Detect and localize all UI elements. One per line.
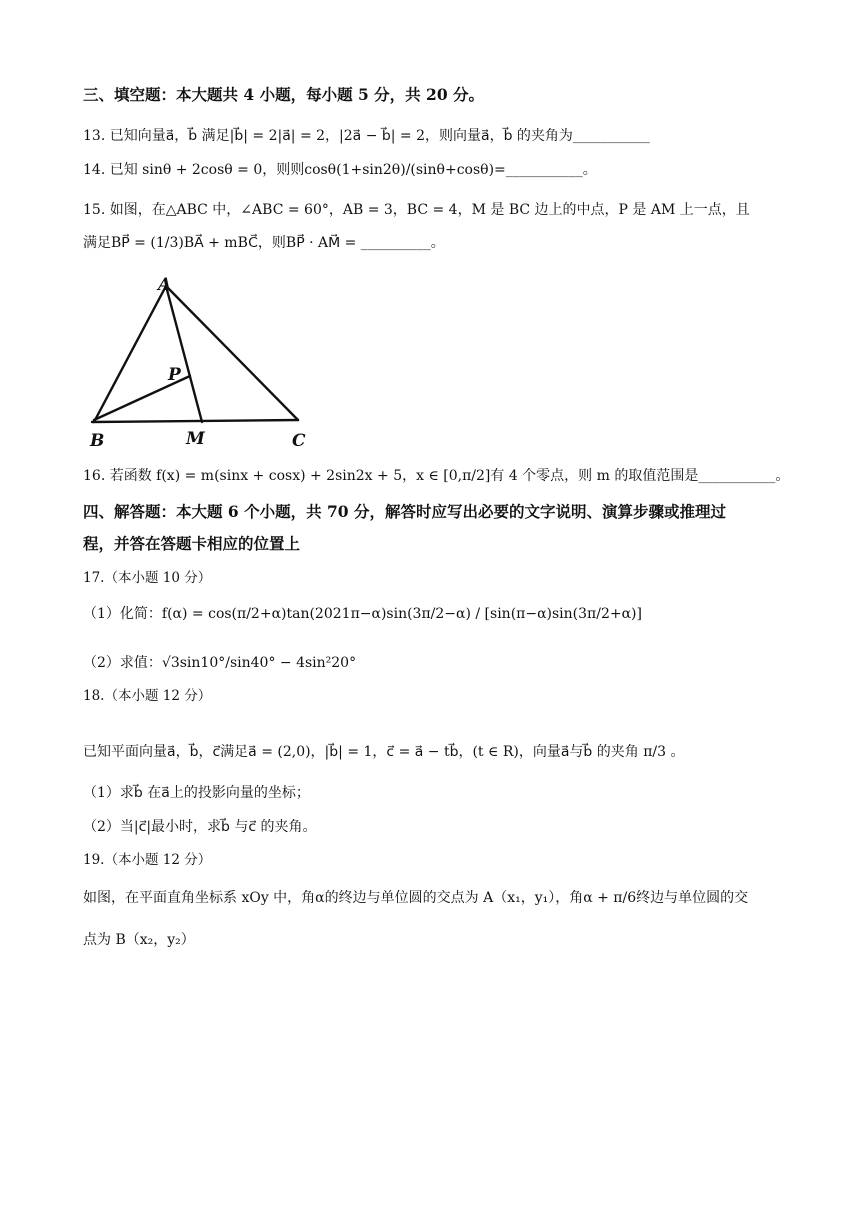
label-P: P — [168, 365, 181, 385]
segment-AC — [166, 286, 298, 420]
question-19-line1: 如图，在平面直角坐标系 xOy 中，角α的终边与单位圆的交点为 A（x₁，y₁），角α + π/6终边与单位圆的交 — [83, 890, 749, 906]
question-16: 16. 若函数 f(x) = m(sinx + cosx) + 2sin2x + 5，x ∈ [0,π/2]有 4 个零点，则 m 的取值范围是___________。 — [83, 468, 790, 484]
label-A: A — [158, 276, 172, 295]
question-15-line1: 15. 如图，在△ABC 中，∠ABC = 60°，AB = 3，BC = 4，M 是 BC 边上的中点，P 是 AM 上一点，且 — [83, 202, 750, 218]
question-14: 14. 已知 sinθ + 2cosθ = 0，则则cosθ(1+sin2θ)/(sinθ+cosθ)=___________。 — [83, 162, 597, 178]
fill-blank-section-heading: 三、填空题：本大题共 4 小题，每小题 5 分，共 20 分。 — [83, 85, 485, 104]
segment-AB — [94, 286, 166, 422]
question-17-part1: （1）化简：f(α) = cos(π/2+α)tan(2021π−α)sin(3π/2−α) / [sin(π−α)sin(3π/2+α)] — [83, 606, 642, 622]
label-B: B — [90, 431, 105, 451]
label-C: C — [292, 431, 306, 451]
question-15-line2: 满足BP⃗ = (1/3)BA⃗ + mBC⃗，则BP⃗ · AM⃗ = __________。 — [83, 235, 445, 251]
answer-section-heading-line2: 程，并答在答题卡相应的位置上 — [83, 534, 301, 553]
segment-AM — [166, 286, 202, 422]
triangle-diagram — [86, 276, 326, 452]
question-13: 13. 已知向量a⃗，b⃗ 满足|b⃗| = 2|a⃗| = 2，|2a⃗ − b⃗| = 2，则向量a⃗，b⃗ 的夹角为___________ — [83, 128, 650, 144]
question-19-line2: 点为 B（x₂，y₂） — [83, 932, 195, 948]
question-18-stem: 已知平面向量a⃗，b⃗，c⃗满足a⃗ = (2,0)，|b⃗| = 1，c⃗ = a⃗ − tb⃗，(t ∈ R)，向量a⃗与b⃗ 的夹角 π/3 。 — [83, 744, 685, 760]
triangle-figure — [86, 276, 326, 452]
question-18-part1: （1）求b⃗ 在a⃗上的投影向量的坐标； — [83, 785, 310, 801]
label-M: M — [186, 429, 205, 449]
question-19-title: 19.（本小题 12 分） — [83, 852, 212, 868]
question-18-title: 18.（本小题 12 分） — [83, 688, 212, 704]
question-17-part2: （2）求值：√3sin10°/sin40° − 4sin²20° — [83, 655, 357, 671]
segment-BC — [92, 420, 298, 422]
question-17-title: 17.（本小题 10 分） — [83, 570, 212, 586]
question-18-part2: （2）当|c⃗|最小时，求b⃗ 与c⃗ 的夹角。 — [83, 819, 317, 835]
answer-section-heading-line1: 四、解答题：本大题 6 个小题，共 70 分，解答时应写出必要的文字说明、演算步骤或推理过 — [83, 502, 726, 521]
